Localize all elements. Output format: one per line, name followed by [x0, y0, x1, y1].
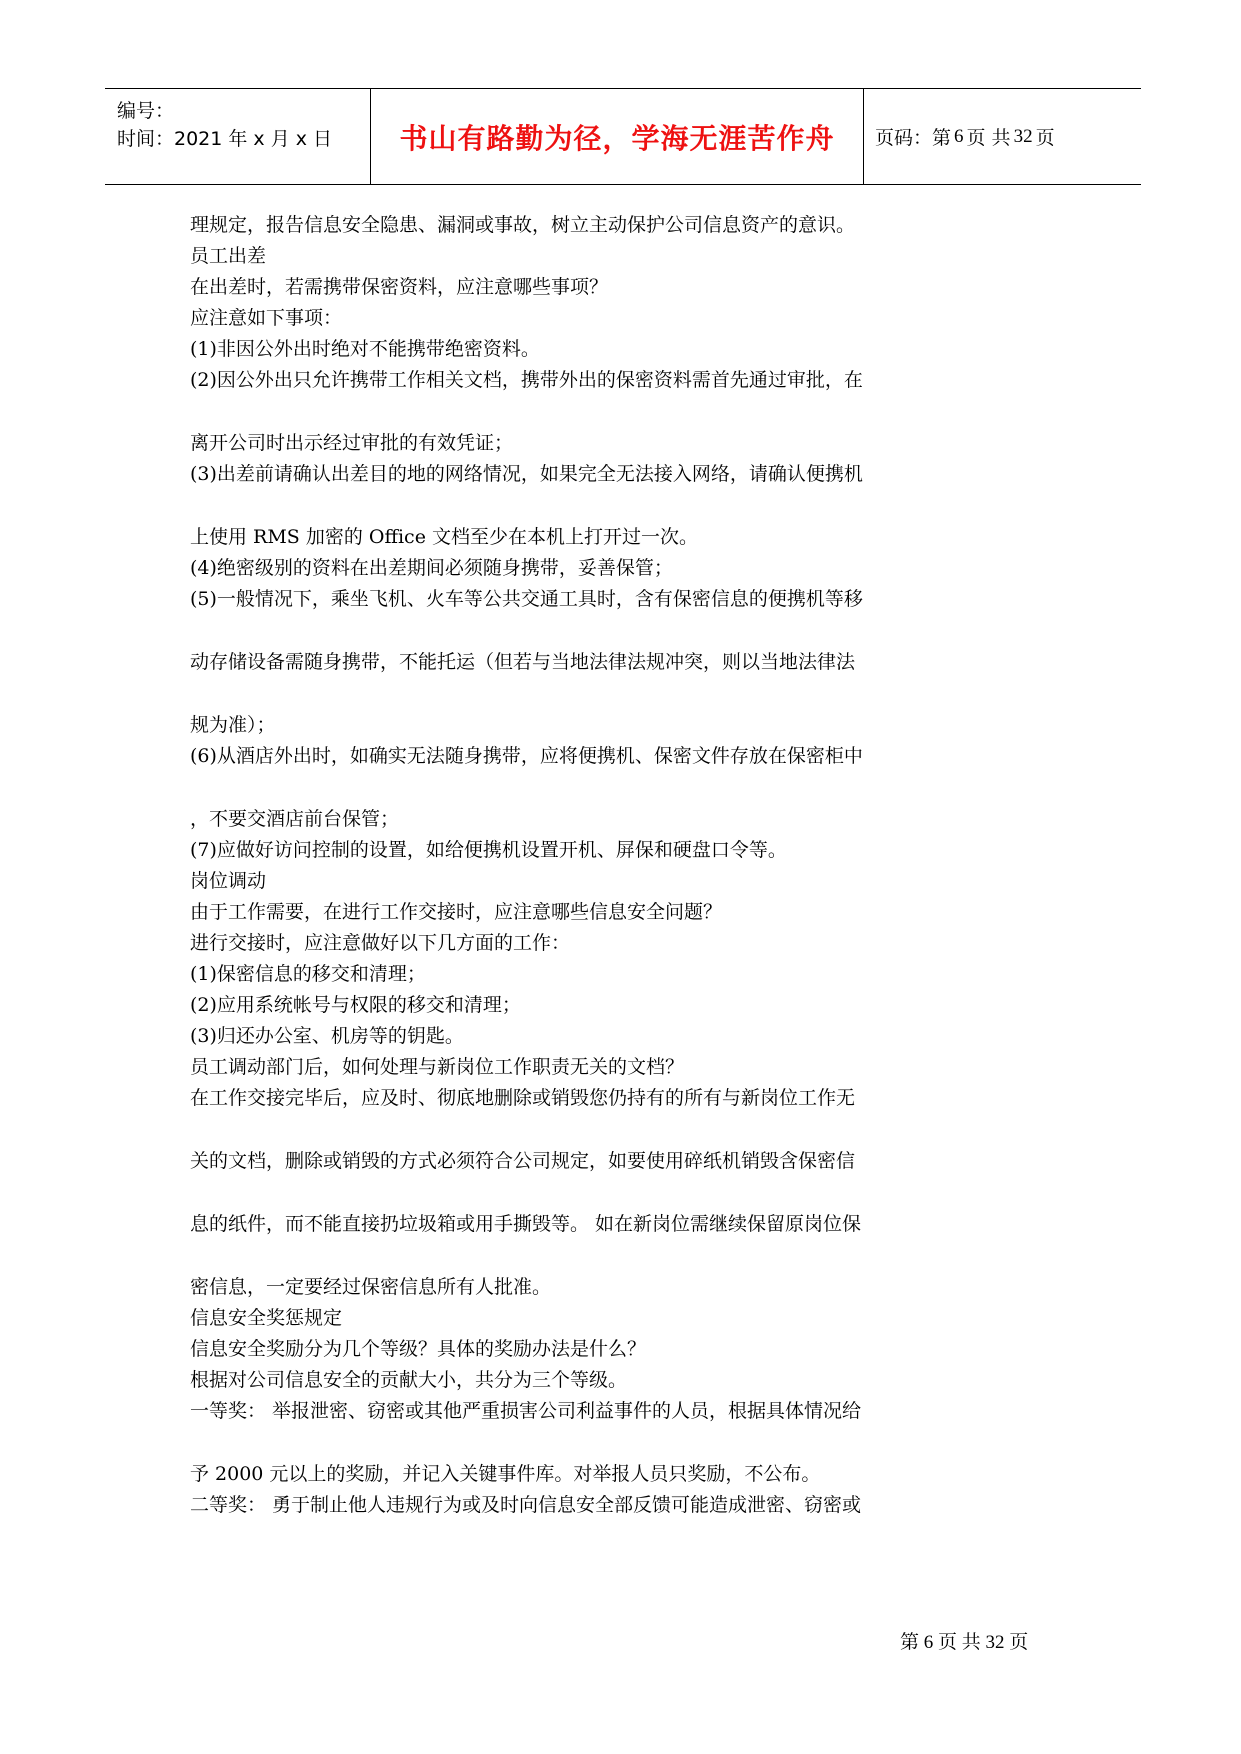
body-line: 上使用 RMS 加密的 Office 文档至少在本机上打开过一次。 [190, 526, 698, 548]
body-line: (2)应用系统帐号与权限的移交和清理； [190, 994, 521, 1016]
page-suffix: 页 [1035, 127, 1055, 149]
body-line: 密信息，一定要经过保密信息所有人批准。 [190, 1276, 552, 1298]
header-divider [863, 89, 864, 184]
body-line: (1)非因公外出时绝对不能携带绝密资料。 [190, 338, 540, 360]
body-line: 动存储设备需随身携带，不能托运（但若与当地法律法规冲突，则以当地法律法 [190, 651, 856, 673]
body-line: 二等奖： 勇于制止他人违规行为或及时向信息安全部反馈可能造成泄密、窃密或 [190, 1494, 862, 1516]
body-line: 关的文档，删除或销毁的方式必须符合公司规定，如要使用碎纸机销毁含保密信 [190, 1150, 856, 1172]
body-line: (7)应做好访问控制的设置，如给便携机设置开机、屏保和硬盘口令等。 [190, 839, 787, 861]
paragraph-gap [190, 1114, 990, 1146]
body-line: 一等奖： 举报泄密、窃密或其他严重损害公司利益事件的人员，根据具体情况给 [190, 1400, 862, 1422]
section-heading: 信息安全奖惩规定 [190, 1307, 343, 1329]
page-footer: 第 6 页 共 32 页 [900, 1632, 1029, 1653]
paragraph-gap [190, 1240, 990, 1272]
body-line: (1)保密信息的移交和清理； [190, 963, 426, 985]
body-line: 规为准）； [190, 714, 276, 736]
body-line: 在工作交接完毕后，应及时、彻底地删除或销毁您仍持有的所有与新岗位工作无 [190, 1087, 856, 1109]
header-meta [117, 97, 367, 153]
document-time: 时间：2021 年 x 月 x 日 [117, 128, 333, 150]
page-prefix: 页码：第 [875, 127, 952, 149]
body-line: 进行交接时，应注意做好以下几方面的工作： [190, 932, 571, 954]
paragraph-gap [190, 1427, 990, 1459]
page-middle: 页 共 [966, 127, 1011, 149]
body-line: (6)从酒店外出时，如确实无法随身携带，应将便携机、保密文件存放在保密柜中 [190, 745, 863, 767]
paragraph-gap [190, 1177, 990, 1209]
body-line: 予 2000 元以上的奖励，并记入关键事件库。对举报人员只奖励，不公布。 [190, 1463, 821, 1485]
body-line: (3)归还办公室、机房等的钥匙。 [190, 1025, 464, 1047]
page-current: 6 [954, 125, 964, 147]
body-line: 由于工作需要，在进行工作交接时，应注意哪些信息安全问题？ [190, 901, 723, 923]
paragraph-gap [190, 678, 990, 710]
body-line: (3)出差前请确认出差目的地的网络情况，如果完全无法接入网络，请确认便携机 [190, 463, 863, 485]
document-number-label: 编号： [117, 100, 175, 122]
page-total: 32 [1013, 125, 1033, 147]
body-line: (4)绝密级别的资料在出差期间必须随身携带，妥善保管； [190, 557, 673, 579]
paragraph-gap [190, 615, 990, 647]
body-line: 员工调动部门后，如何处理与新岗位工作职责无关的文档？ [190, 1056, 685, 1078]
section-heading: 岗位调动 [190, 870, 267, 892]
paragraph-gap [190, 396, 990, 428]
document-body [190, 210, 990, 1521]
body-line: 在出差时，若需携带保密资料，应注意哪些事项？ [190, 276, 609, 298]
body-line: 理规定，报告信息安全隐患、漏洞或事故，树立主动保护公司信息资产的意识。 [190, 214, 856, 236]
section-heading: 员工出差 [190, 245, 267, 267]
header-motto: 书山有路勤为径，学海无涯苦作舟 [399, 121, 835, 155]
body-line: 息的纸件，而不能直接扔垃圾箱或用手撕毁等。 如在新岗位需继续保留原岗位保 [190, 1213, 862, 1235]
body-line: 信息安全奖励分为几个等级？具体的奖励办法是什么？ [190, 1338, 647, 1360]
body-line: (2)因公外出只允许携带工作相关文档，携带外出的保密资料需首先通过审批，在 [190, 369, 863, 391]
body-line: (5)一般情况下，乘坐飞机、火车等公共交通工具时，含有保密信息的便携机等移 [190, 588, 863, 610]
body-line: 应注意如下事项： [190, 307, 343, 329]
body-line: 根据对公司信息安全的贡献大小，共分为三个等级。 [190, 1369, 628, 1391]
header-page-indicator [875, 89, 1055, 184]
body-line: ，不要交酒店前台保管； [190, 808, 400, 830]
paragraph-gap [190, 490, 990, 522]
paragraph-gap [190, 772, 990, 804]
page-header [105, 88, 1141, 185]
body-line: 离开公司时出示经过审批的有效凭证； [190, 432, 514, 454]
